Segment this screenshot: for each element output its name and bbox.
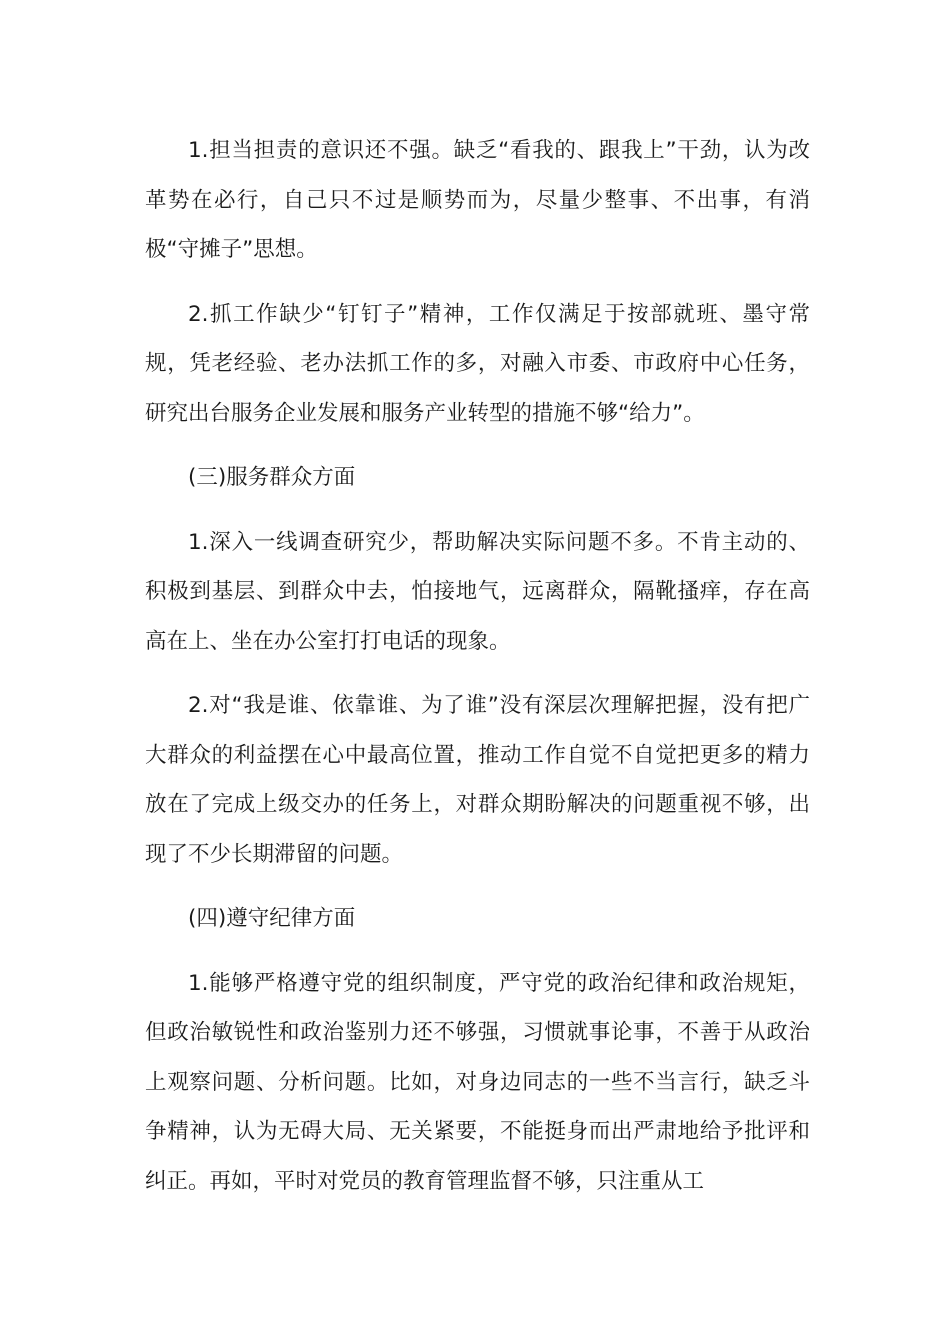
section-heading-discipline: (四)遵守纪律方面	[188, 906, 356, 931]
paragraph-grassroots-research: 1.深入一线调查研究少，帮助解决实际问题不多。不肯主动的、积极到基层、到群众中去，怕接地气，远离群众，隔靴搔痒，存在高高在上、坐在办公室打打电话的现象。	[145, 529, 810, 654]
section-heading-serve-masses: (三)服务群众方面	[188, 465, 356, 490]
paragraph-party-discipline: 1.能够严格遵守党的组织制度，严守党的政治纪律和政治规矩，但政治敏锐性和政治鉴别力还不够强，习惯就事论事，不善于从政治上观察问题、分析问题。比如，对身边同志的一些不当言行，缺乏斗争精神，认为无碍大局、无关紧要，不能挺身而出严肃地给予批评和纠正。再如，平时对党员的教育管理监督不够，只注重从工	[145, 970, 810, 1194]
paragraph-responsibility-awareness: 1.担当担责的意识还不强。缺乏“看我的、跟我上”干劲，认为改革势在必行，自己只不过是顺势而为，尽量少整事、不出事，有消极“守摊子”思想。	[145, 138, 810, 262]
paragraph-who-am-i: 2.对“我是谁、依靠谁、为了谁”没有深层次理解把握，没有把广大群众的利益摆在心中最高位置，推动工作自觉不自觉把更多的精力放在了完成上级交办的任务上，对群众期盼解决的问题重视不够，出现了不少长期滞留的问题。	[145, 693, 810, 867]
document-body	[145, 126, 810, 1221]
paragraph-nail-spirit: 2.抓工作缺少“钉钉子”精神，工作仅满足于按部就班、墨守常规，凭老经验、老办法抓工作的多，对融入市委、市政府中心任务，研究出台服务企业发展和服务产业转型的措施不够“给力”。	[145, 301, 810, 426]
